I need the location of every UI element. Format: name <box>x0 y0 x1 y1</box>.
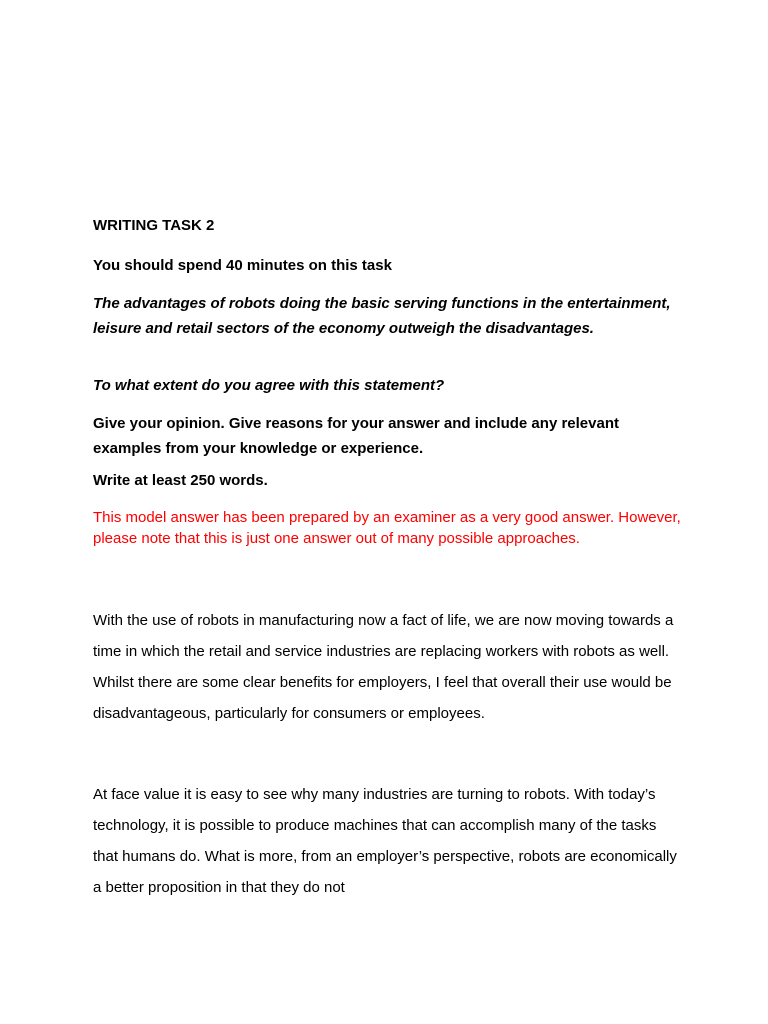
model-answer-note: This model answer has been prepared by an examiner as a very good answer. However, please note that this is just one answer out of many possible approaches. <box>93 509 681 547</box>
answer-paragraph-2: At face value it is easy to see why many industries are turning to robots. With today’s technology, it is possible to produce machines that can accomplish many of the tasks that humans do. What is more, from an employer’s perspective, robots are economically a better proposition in that they do not <box>93 786 677 896</box>
task-question: To what extent do you agree with this statement? <box>93 377 445 394</box>
task-heading: WRITING TASK 2 <box>93 217 215 234</box>
task-prompt: The advantages of robots doing the basic serving functions in the entertainment, leisure and retail sectors of the economy outweigh the disadvantages. <box>93 295 671 337</box>
word-count-instruction: Write at least 250 words. <box>93 472 268 489</box>
opinion-instruction: Give your opinion. Give reasons for your answer and include any relevant examples from your knowledge or experience. <box>93 415 619 457</box>
time-instruction: You should spend 40 minutes on this task <box>93 257 392 274</box>
answer-paragraph-1: With the use of robots in manufacturing now a fact of life, we are now moving towards a time in which the retail and service industries are replacing workers with robots as well. Whilst there are some clear benefits for employers, I feel that overall their use would be disadvantageous, particularly for consumers or employees. <box>93 612 674 722</box>
